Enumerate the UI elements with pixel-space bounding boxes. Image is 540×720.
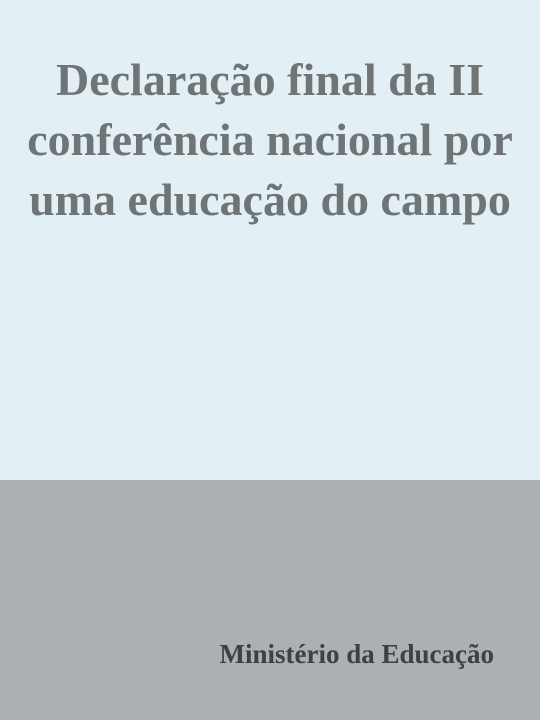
book-title: Declaração final da II conferência nacional por uma educação do campo	[27, 54, 513, 225]
book-author: Ministério da Educação	[219, 639, 494, 669]
author-panel	[0, 480, 540, 720]
